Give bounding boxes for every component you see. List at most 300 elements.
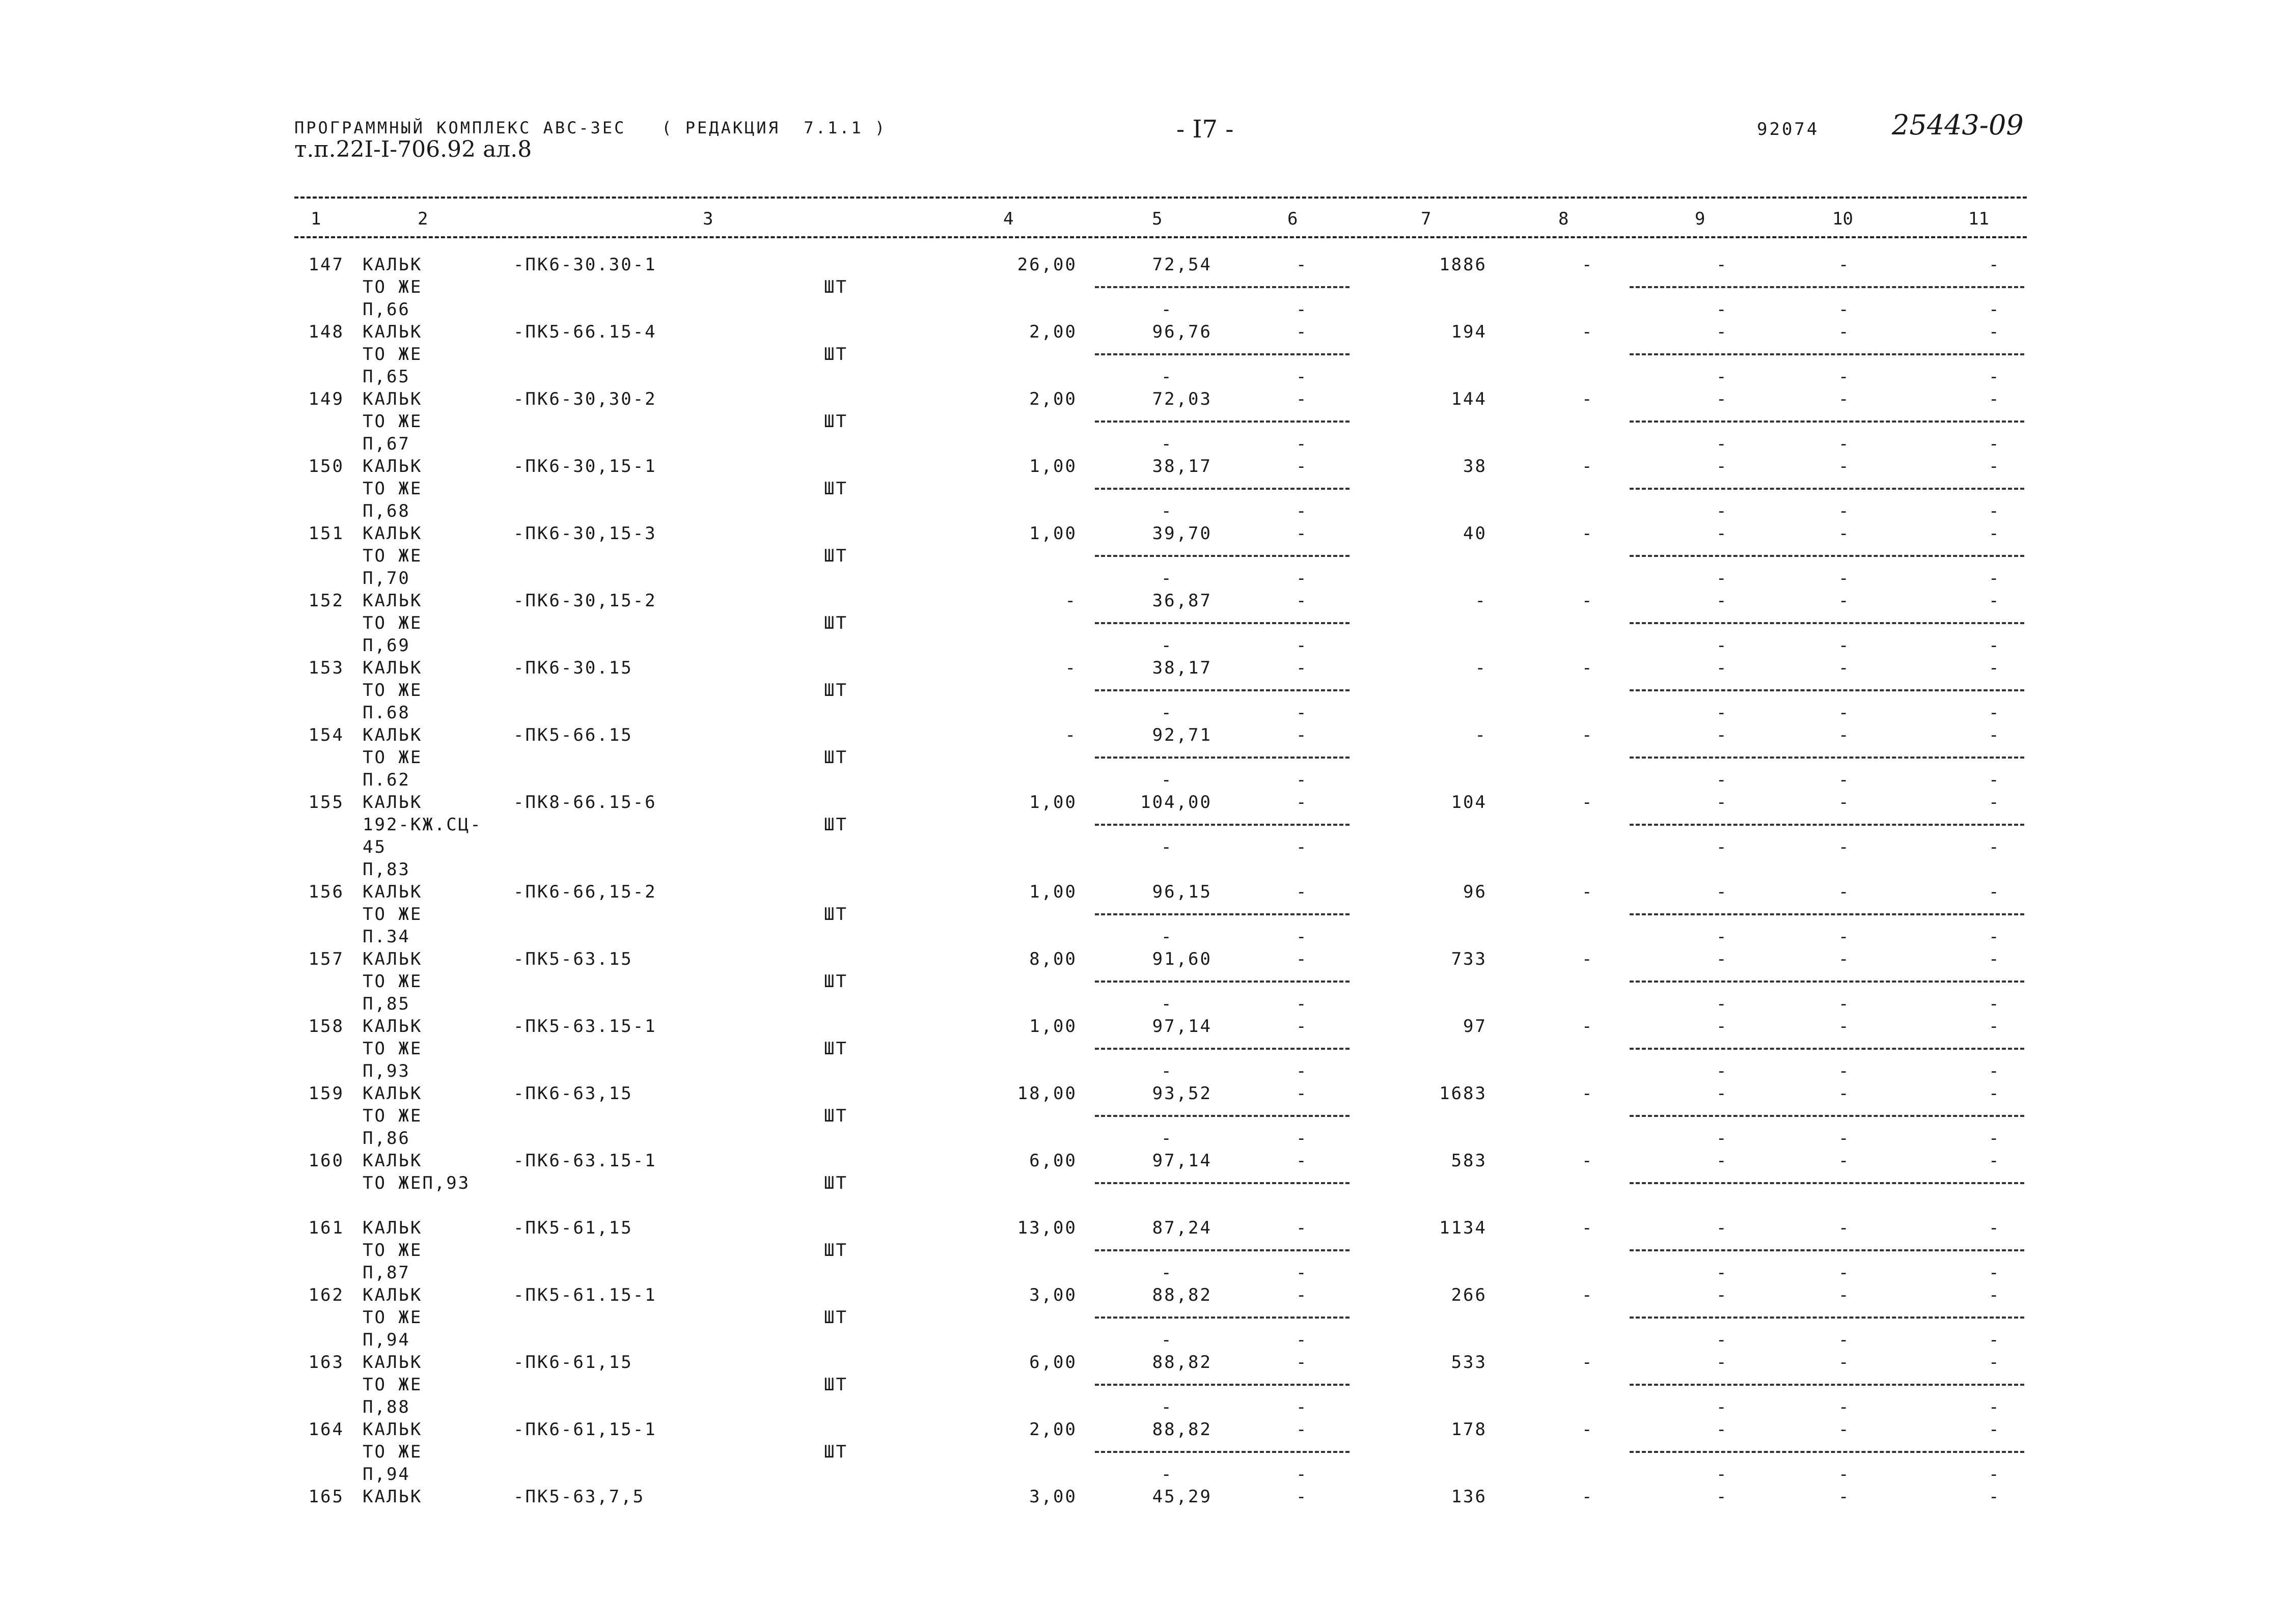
col11-dash: - (1989, 1419, 1999, 1440)
row-reference: П.62 (363, 770, 410, 790)
col5-dash: - (1161, 299, 1172, 320)
row-code: -ПК6-63,15 (513, 1083, 633, 1104)
row-reference: П,85 (363, 994, 410, 1014)
col9-11-divider (1630, 421, 2024, 423)
col10-dash: - (1838, 1352, 1849, 1373)
col9-11-divider (1630, 981, 2024, 983)
row-price: 38,17 (1152, 456, 1212, 477)
row-price: 88,82 (1152, 1352, 1212, 1373)
col11-dash: - (1989, 255, 1999, 275)
col9-dash: - (1716, 1285, 1727, 1305)
row-number: 147 (308, 255, 344, 275)
col9-dash: - (1716, 927, 1727, 947)
row-unit: ШТ (824, 479, 848, 499)
col6-dash: - (1296, 523, 1307, 544)
col9-11-divider (1630, 1451, 2024, 1453)
row-total: 97 (1463, 1016, 1487, 1037)
col10-dash: - (1838, 1151, 1849, 1171)
col10-dash: - (1838, 837, 1849, 857)
col11-dash: - (1989, 837, 1999, 857)
row-unit: ШТ (824, 411, 848, 432)
column-header-4: 4 (1003, 209, 1014, 229)
row-subtitle: ТО ЖЕ (363, 680, 423, 701)
page-number: - I7 - (1176, 115, 1234, 144)
row-subtitle: ТО ЖЕ (363, 1240, 423, 1261)
col8-dash: - (1582, 1285, 1592, 1305)
row-total: 733 (1451, 949, 1487, 969)
col9-11-divider (1630, 1249, 2024, 1251)
col10-dash: - (1838, 1263, 1849, 1283)
col5-6-divider (1095, 622, 1349, 624)
col10-dash: - (1838, 658, 1849, 678)
row-price: 104,00 (1140, 792, 1212, 813)
row-reference: П,67 (363, 434, 410, 454)
col11-dash: - (1989, 927, 1999, 947)
col5-dash: - (1161, 568, 1172, 589)
row-code: -ПК5-63.15-1 (513, 1016, 657, 1037)
row-reference: П,93 (363, 1061, 410, 1081)
col10-dash: - (1838, 1464, 1849, 1485)
col6-dash: - (1296, 837, 1307, 857)
row-quantity: - (1065, 658, 1077, 678)
row-subtitle: ТО ЖЕ (363, 277, 423, 297)
col9-11-divider (1630, 1384, 2024, 1386)
table-header-rule (294, 236, 2027, 238)
row-total: 194 (1451, 322, 1487, 342)
col5-dash: - (1161, 770, 1172, 790)
col9-11-divider (1630, 1317, 2024, 1319)
col10-dash: - (1838, 882, 1849, 902)
col10-dash: - (1838, 927, 1849, 947)
col8-dash: - (1582, 1218, 1592, 1238)
row-code: -ПК6-30,15-1 (513, 456, 657, 477)
col5-6-divider (1095, 286, 1349, 288)
col6-dash: - (1296, 1352, 1307, 1373)
row-code: -ПК8-66.15-6 (513, 792, 657, 813)
row-code: -ПК6-30.15 (513, 658, 633, 678)
row-price: 72,54 (1152, 255, 1212, 275)
col11-dash: - (1989, 523, 1999, 544)
row-code: -ПК6-61,15 (513, 1352, 633, 1373)
row-number: 155 (308, 792, 344, 813)
col11-dash: - (1989, 1218, 1999, 1238)
row-code: -ПК5-61,15 (513, 1218, 633, 1238)
row-name: КАЛЬК (363, 389, 423, 409)
col11-dash: - (1989, 1487, 1999, 1507)
row-number: 150 (308, 456, 344, 477)
col5-dash: - (1161, 1330, 1172, 1350)
col8-dash: - (1582, 1083, 1592, 1104)
col8-dash: - (1582, 949, 1592, 969)
col5-dash: - (1161, 1263, 1172, 1283)
col5-6-divider (1095, 1384, 1349, 1386)
col10-dash: - (1838, 434, 1849, 454)
col6-dash: - (1296, 456, 1307, 477)
row-price: 97,14 (1152, 1016, 1212, 1037)
row-unit: ШТ (824, 971, 848, 992)
col5-6-divider (1095, 488, 1349, 490)
col5-6-divider (1095, 824, 1349, 826)
col6-dash: - (1296, 927, 1307, 947)
row-code: -ПК5-66.15 (513, 725, 633, 745)
row-name: КАЛЬК (363, 658, 423, 678)
col8-dash: - (1582, 1352, 1592, 1373)
row-quantity: 1,00 (1029, 1016, 1077, 1037)
col8-dash: - (1582, 792, 1592, 813)
col6-dash: - (1296, 994, 1307, 1014)
row-unit: ШТ (824, 815, 848, 835)
col9-dash: - (1716, 501, 1727, 521)
col6-dash: - (1296, 1330, 1307, 1350)
row-quantity: - (1065, 725, 1077, 745)
col9-dash: - (1716, 456, 1727, 477)
col11-dash: - (1989, 1330, 1999, 1350)
row-price: 91,60 (1152, 949, 1212, 969)
col6-dash: - (1296, 792, 1307, 813)
col10-dash: - (1838, 255, 1849, 275)
col9-dash: - (1716, 1151, 1727, 1171)
row-name: КАЛЬК (363, 1016, 423, 1037)
col9-11-divider (1630, 488, 2024, 490)
col11-dash: - (1989, 1128, 1999, 1149)
col9-dash: - (1716, 770, 1727, 790)
col6-dash: - (1296, 1083, 1307, 1104)
col5-6-divider (1095, 353, 1349, 355)
row-total: 1134 (1439, 1218, 1487, 1238)
row-subtitle: ТО ЖЕ (363, 1307, 423, 1328)
col10-dash: - (1838, 523, 1849, 544)
row-price: 96,76 (1152, 322, 1212, 342)
col11-dash: - (1989, 389, 1999, 409)
col9-dash: - (1716, 1083, 1727, 1104)
col6-dash: - (1296, 591, 1307, 611)
col5-dash: - (1161, 1128, 1172, 1149)
column-header-1: 1 (311, 209, 321, 229)
row-subtitle: ТО ЖЕ (363, 613, 423, 633)
col9-11-divider (1630, 913, 2024, 915)
col10-dash: - (1838, 591, 1849, 611)
col10-dash: - (1838, 299, 1849, 320)
col8-dash: - (1582, 456, 1592, 477)
row-subtitle: ТО ЖЕ (363, 1039, 423, 1059)
row-quantity: 3,00 (1029, 1285, 1077, 1305)
row-unit: ШТ (824, 344, 848, 365)
col6-dash: - (1296, 725, 1307, 745)
column-header-8: 8 (1558, 209, 1569, 229)
col6-dash: - (1296, 1016, 1307, 1037)
table-top-rule (294, 197, 2027, 199)
col8-dash: - (1582, 389, 1592, 409)
program-header: ПРОГРАММНЫЙ КОМПЛЕКС АВС-3ЕС ( РЕДАКЦИЯ 7.1.1 ) (294, 118, 887, 137)
col6-dash: - (1296, 255, 1307, 275)
row-code: -ПК5-63,7,5 (513, 1487, 645, 1507)
col8-dash: - (1582, 255, 1592, 275)
row-code: -ПК5-61.15-1 (513, 1285, 657, 1305)
col8-dash: - (1582, 1487, 1592, 1507)
col8-dash: - (1582, 1419, 1592, 1440)
row-quantity: 26,00 (1017, 255, 1077, 275)
row-number: 156 (308, 882, 344, 902)
col10-dash: - (1838, 389, 1849, 409)
row-number: 162 (308, 1285, 344, 1305)
col5-6-divider (1095, 757, 1349, 759)
row-subtitle: ТО ЖЕП,93 (363, 1173, 471, 1193)
row-total: 583 (1451, 1151, 1487, 1171)
row-name: КАЛЬК (363, 1083, 423, 1104)
col6-dash: - (1296, 703, 1307, 723)
col5-dash: - (1161, 1464, 1172, 1485)
row-total: - (1475, 591, 1487, 611)
col6-dash: - (1296, 1419, 1307, 1440)
col9-dash: - (1716, 389, 1727, 409)
handwritten-number: 25443-09 (1892, 109, 2024, 141)
row-name: КАЛЬК (363, 1352, 423, 1373)
col11-dash: - (1989, 322, 1999, 342)
col9-11-divider (1630, 689, 2024, 691)
row-name: КАЛЬК (363, 591, 423, 611)
row-total: 104 (1451, 792, 1487, 813)
col5-6-divider (1095, 913, 1349, 915)
col5-dash: - (1161, 1397, 1172, 1417)
row-reference: П.68 (363, 703, 410, 723)
row-quantity: 18,00 (1017, 1083, 1077, 1104)
col6-dash: - (1296, 770, 1307, 790)
col6-dash: - (1296, 949, 1307, 969)
col11-dash: - (1989, 1263, 1999, 1283)
col8-dash: - (1582, 1151, 1592, 1171)
row-price: 72,03 (1152, 389, 1212, 409)
row-number: 161 (308, 1218, 344, 1238)
row-total: - (1475, 725, 1487, 745)
col9-dash: - (1716, 434, 1727, 454)
col11-dash: - (1989, 1397, 1999, 1417)
row-reference: П.34 (363, 927, 410, 947)
col8-dash: - (1582, 658, 1592, 678)
col6-dash: - (1296, 367, 1307, 387)
col9-11-divider (1630, 824, 2024, 826)
row-reference: П,69 (363, 635, 410, 656)
row-name: КАЛЬК (363, 523, 423, 544)
col10-dash: - (1838, 322, 1849, 342)
row-quantity: 3,00 (1029, 1487, 1077, 1507)
col9-dash: - (1716, 949, 1727, 969)
col9-dash: - (1716, 703, 1727, 723)
col6-dash: - (1296, 882, 1307, 902)
col6-dash: - (1296, 501, 1307, 521)
col9-11-divider (1630, 286, 2024, 288)
row-total: 533 (1451, 1352, 1487, 1373)
row-name: КАЛЬК (363, 882, 423, 902)
col6-dash: - (1296, 389, 1307, 409)
row-quantity: 1,00 (1029, 456, 1077, 477)
col11-dash: - (1989, 882, 1999, 902)
row-number: 151 (308, 523, 344, 544)
col11-dash: - (1989, 568, 1999, 589)
col11-dash: - (1989, 703, 1999, 723)
col5-6-divider (1095, 1451, 1349, 1453)
col6-dash: - (1296, 322, 1307, 342)
col10-dash: - (1838, 1487, 1849, 1507)
col5-dash: - (1161, 927, 1172, 947)
col9-dash: - (1716, 1263, 1727, 1283)
col8-dash: - (1582, 1016, 1592, 1037)
row-code: -ПК6-66,15-2 (513, 882, 657, 902)
col9-dash: - (1716, 322, 1727, 342)
row-unit: ШТ (824, 680, 848, 701)
row-unit: ШТ (824, 1307, 848, 1328)
col11-dash: - (1989, 434, 1999, 454)
col10-dash: - (1838, 949, 1849, 969)
col9-dash: - (1716, 299, 1727, 320)
col10-dash: - (1838, 1128, 1849, 1149)
col10-dash: - (1838, 568, 1849, 589)
col5-6-divider (1095, 1048, 1349, 1050)
row-unit: ШТ (824, 1375, 848, 1395)
row-unit: ШТ (824, 546, 848, 566)
row-quantity: 6,00 (1029, 1151, 1077, 1171)
col6-dash: - (1296, 635, 1307, 656)
row-name: КАЛЬК (363, 1151, 423, 1171)
row-unit: ШТ (824, 904, 848, 925)
row-name: КАЛЬК (363, 949, 423, 969)
col5-6-divider (1095, 421, 1349, 423)
col5-dash: - (1161, 994, 1172, 1014)
col5-dash: - (1161, 703, 1172, 723)
column-header-5: 5 (1152, 209, 1163, 229)
row-code: -ПК6-30,15-3 (513, 523, 657, 544)
col10-dash: - (1838, 1083, 1849, 1104)
col10-dash: - (1838, 1285, 1849, 1305)
col11-dash: - (1989, 1464, 1999, 1485)
col11-dash: - (1989, 456, 1999, 477)
row-number: 153 (308, 658, 344, 678)
col9-dash: - (1716, 725, 1727, 745)
column-header-2: 2 (418, 209, 428, 229)
col8-dash: - (1582, 591, 1592, 611)
row-number: 149 (308, 389, 344, 409)
col9-dash: - (1716, 1397, 1727, 1417)
col10-dash: - (1838, 792, 1849, 813)
col5-6-divider (1095, 555, 1349, 557)
row-price: 87,24 (1152, 1218, 1212, 1238)
col11-dash: - (1989, 994, 1999, 1014)
col10-dash: - (1838, 770, 1849, 790)
col8-dash: - (1582, 322, 1592, 342)
row-subtitle: ТО ЖЕ (363, 971, 423, 992)
col5-dash: - (1161, 367, 1172, 387)
col9-dash: - (1716, 591, 1727, 611)
col11-dash: - (1989, 725, 1999, 745)
row-price: 97,14 (1152, 1151, 1212, 1171)
col6-dash: - (1296, 1263, 1307, 1283)
row-name: КАЛЬК (363, 725, 423, 745)
col9-dash: - (1716, 1352, 1727, 1373)
row-number: 148 (308, 322, 344, 342)
column-header-10: 10 (1832, 209, 1853, 229)
col9-dash: - (1716, 635, 1727, 656)
col6-dash: - (1296, 1061, 1307, 1081)
col11-dash: - (1989, 1285, 1999, 1305)
row-unit: ШТ (824, 1039, 848, 1059)
col5-6-divider (1095, 689, 1349, 691)
row-unit: ШТ (824, 613, 848, 633)
col10-dash: - (1838, 703, 1849, 723)
row-quantity: - (1065, 591, 1077, 611)
col6-dash: - (1296, 568, 1307, 589)
col9-11-divider (1630, 622, 2024, 624)
col11-dash: - (1989, 635, 1999, 656)
col5-dash: - (1161, 501, 1172, 521)
row-code: -ПК6-30.30-1 (513, 255, 657, 275)
col6-dash: - (1296, 1285, 1307, 1305)
row-subtitle: ТО ЖЕ (363, 1442, 423, 1462)
col10-dash: - (1838, 725, 1849, 745)
row-quantity: 2,00 (1029, 1419, 1077, 1440)
row-reference: П,87 (363, 1263, 410, 1283)
col11-dash: - (1989, 367, 1999, 387)
print-code: 92074 (1757, 119, 1820, 139)
row-name: КАЛЬК (363, 322, 423, 342)
col9-dash: - (1716, 1419, 1727, 1440)
col9-11-divider (1630, 1048, 2024, 1050)
col6-dash: - (1296, 1128, 1307, 1149)
col9-dash: - (1716, 994, 1727, 1014)
col9-dash: - (1716, 523, 1727, 544)
column-header-7: 7 (1421, 209, 1431, 229)
col11-dash: - (1989, 1061, 1999, 1081)
col9-dash: - (1716, 658, 1727, 678)
column-header-11: 11 (1968, 209, 1989, 229)
row-price: 88,82 (1152, 1419, 1212, 1440)
row-price: 93,52 (1152, 1083, 1212, 1104)
row-code: -ПК5-66.15-4 (513, 322, 657, 342)
row-number: 157 (308, 949, 344, 969)
col5-6-divider (1095, 1317, 1349, 1319)
row-total: 96 (1463, 882, 1487, 902)
col9-11-divider (1630, 1182, 2024, 1184)
column-header-6: 6 (1287, 209, 1298, 229)
col10-dash: - (1838, 635, 1849, 656)
row-subtitle: ТО ЖЕ (363, 479, 423, 499)
col5-dash: - (1161, 635, 1172, 656)
col10-dash: - (1838, 1218, 1849, 1238)
col11-dash: - (1989, 1352, 1999, 1373)
row-total: 178 (1451, 1419, 1487, 1440)
row-code: -ПК6-30,30-2 (513, 389, 657, 409)
col5-dash: - (1161, 1061, 1172, 1081)
col9-dash: - (1716, 837, 1727, 857)
row-quantity: 2,00 (1029, 389, 1077, 409)
col9-dash: - (1716, 1061, 1727, 1081)
col9-11-divider (1630, 1115, 2024, 1117)
col9-dash: - (1716, 1128, 1727, 1149)
row-subtitle: ТО ЖЕ (363, 1375, 423, 1395)
row-price: 88,82 (1152, 1285, 1212, 1305)
row-code: -ПК5-63.15 (513, 949, 633, 969)
row-total: 1683 (1439, 1083, 1487, 1104)
col9-dash: - (1716, 792, 1727, 813)
col5-6-divider (1095, 1249, 1349, 1251)
col8-dash: - (1582, 882, 1592, 902)
col6-dash: - (1296, 1218, 1307, 1238)
col11-dash: - (1989, 501, 1999, 521)
col11-dash: - (1989, 1016, 1999, 1037)
document-code: т.п.22I-I-706.92 ал.8 (294, 136, 532, 162)
row-unit: ШТ (824, 1240, 848, 1261)
col11-dash: - (1989, 591, 1999, 611)
col9-dash: - (1716, 367, 1727, 387)
row-price: 92,71 (1152, 725, 1212, 745)
